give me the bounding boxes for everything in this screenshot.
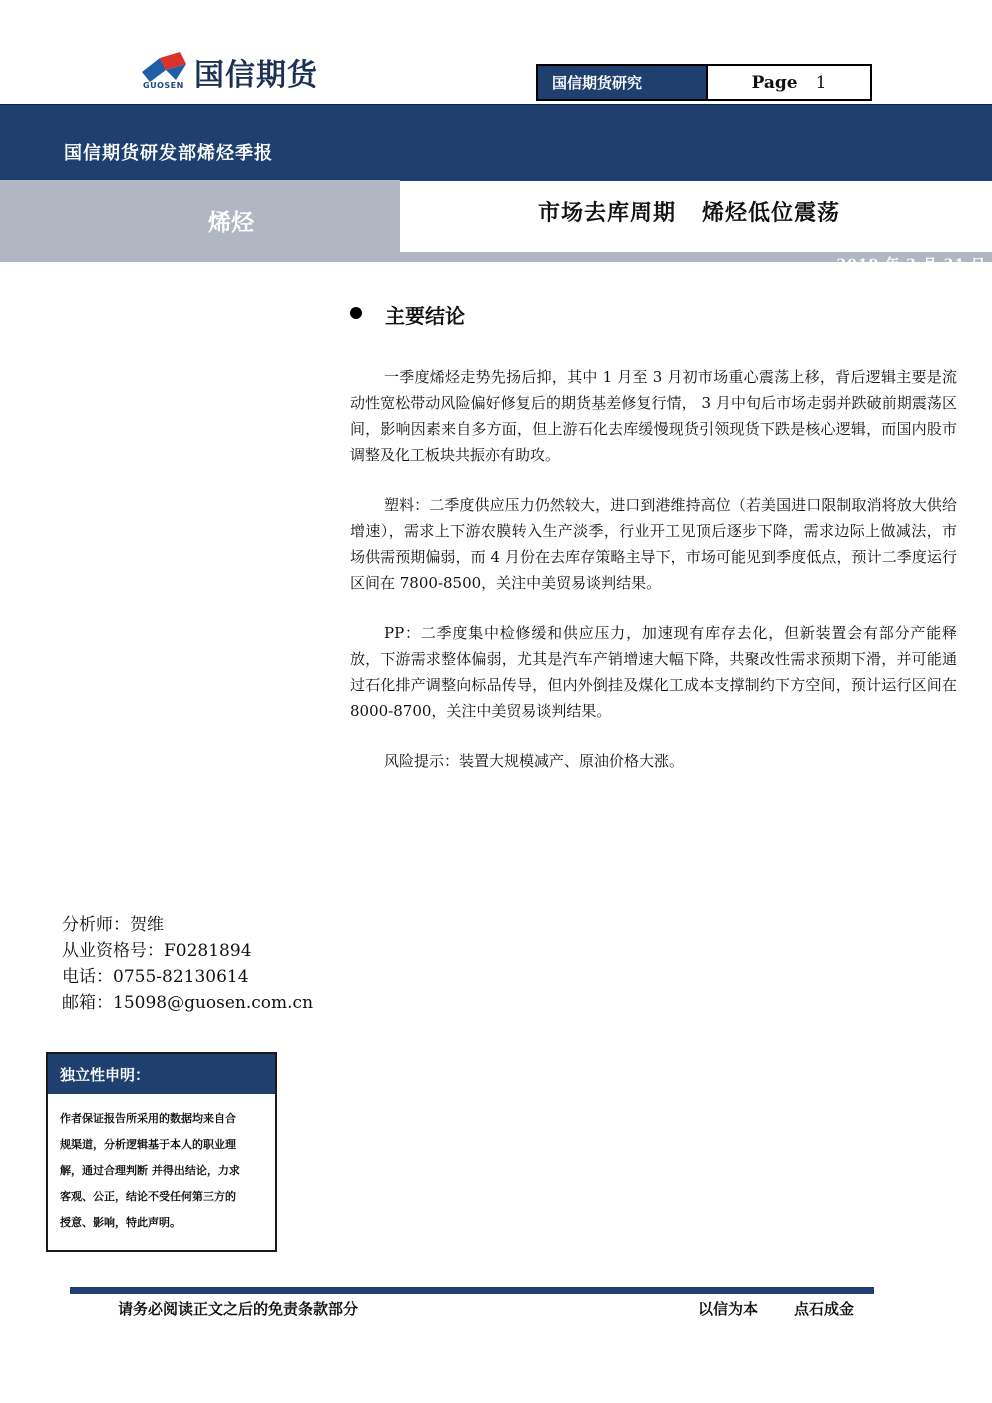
section-heading: 主要结论: [385, 304, 465, 328]
paragraph-pp: PP：二季度集中检修缓和供应压力，加速现有库存去化，但新装置会有部分产能释放，下游需求整体偏弱，尤其是汽车产销增速大幅下降，共聚改性需求预期下滑，并可能通过石化排产调整向标品传导，但内外倒挂及煤化工成本支撑制约下方空间，预计运行区间在 8000-8700，关注中美贸易谈判结果。: [350, 624, 957, 720]
footer-rule: [70, 1287, 874, 1294]
research-label: 国信期货研究: [538, 66, 706, 99]
category-box: [0, 180, 400, 252]
banner-title: 国信期货研发部烯烃季报: [64, 143, 273, 164]
declaration-title: 独立性申明：: [48, 1054, 275, 1094]
logo-wordmark: 国信期货: [194, 58, 318, 93]
paragraph-risk: 风险提示：装置大规模减产、原油价格大涨。: [384, 752, 685, 770]
declaration-line: 解，通过合理判断 并得出结论，力求: [60, 1164, 240, 1177]
category-label: 烯烃: [208, 210, 254, 236]
footer-slogans: [698, 1298, 854, 1319]
report-title: 市场去库周期 烯烃低位震荡: [538, 201, 840, 226]
analyst-info: [62, 912, 313, 1016]
page-number: 1: [815, 72, 827, 93]
independence-declaration: [46, 1052, 277, 1252]
declaration-line: 客观、公正，结论不受任何第三方的: [60, 1190, 236, 1203]
page-label: Page: [751, 72, 798, 93]
footer-slogan-2: 点石成金: [794, 1300, 855, 1318]
declaration-body: [48, 1094, 275, 1236]
analyst-license: 从业资格号：F0281894: [62, 941, 252, 961]
analyst-email: 邮箱：15098@guosen.com.cn: [62, 993, 314, 1013]
declaration-line: 规渠道，分析逻辑基于本人的职业理: [60, 1138, 236, 1151]
conclusion-body: [350, 364, 957, 798]
declaration-line: 授意、影响，特此声明。: [60, 1216, 181, 1229]
page-indicator: [706, 66, 870, 99]
analyst-phone: 电话：0755-82130614: [62, 967, 249, 987]
footer-disclaimer: 请务必阅读正文之后的免责条款部分: [118, 1300, 359, 1318]
paragraph-plastic: 塑料：二季度供应压力仍然较大，进口到港维持高位（若美国进口限制取消将放大供给增速），需求上下游农膜转入生产淡季，行业开工见顶后逐步下降，需求边际上做减法，市场供需预期偏弱，而 4 月份在去库存策略主导下，市场可能见到季度低点，预计二季度运行区间在 7800-8500，关注中美贸易谈判结果。: [350, 496, 957, 592]
footer-slogan-1: 以信为本: [698, 1300, 759, 1318]
logo-subtext: GUOSEN: [143, 81, 184, 90]
report-date: 2019 年 3 月 31 日: [836, 257, 986, 273]
paragraph-overview: 一季度烯烃走势先扬后抑，其中 1 月至 3 月初市场重心震荡上移，背后逻辑主要是流动性宽松带动风险偏好修复后的期货基差修复行情， 3 月中旬后市场走弱并跌破前期震荡区间，影响因素来自多方面，但上游石化去库缓慢现货引领现货下跌是核心逻辑，而国内股市调整及化工板块共振亦有助攻。: [350, 368, 957, 464]
header-page-box: [536, 64, 872, 101]
declaration-line: 作者保证报告所采用的数据均来自合: [60, 1112, 236, 1125]
analyst-name: 分析师：贺维: [62, 915, 164, 935]
bullet-icon: [350, 307, 362, 319]
